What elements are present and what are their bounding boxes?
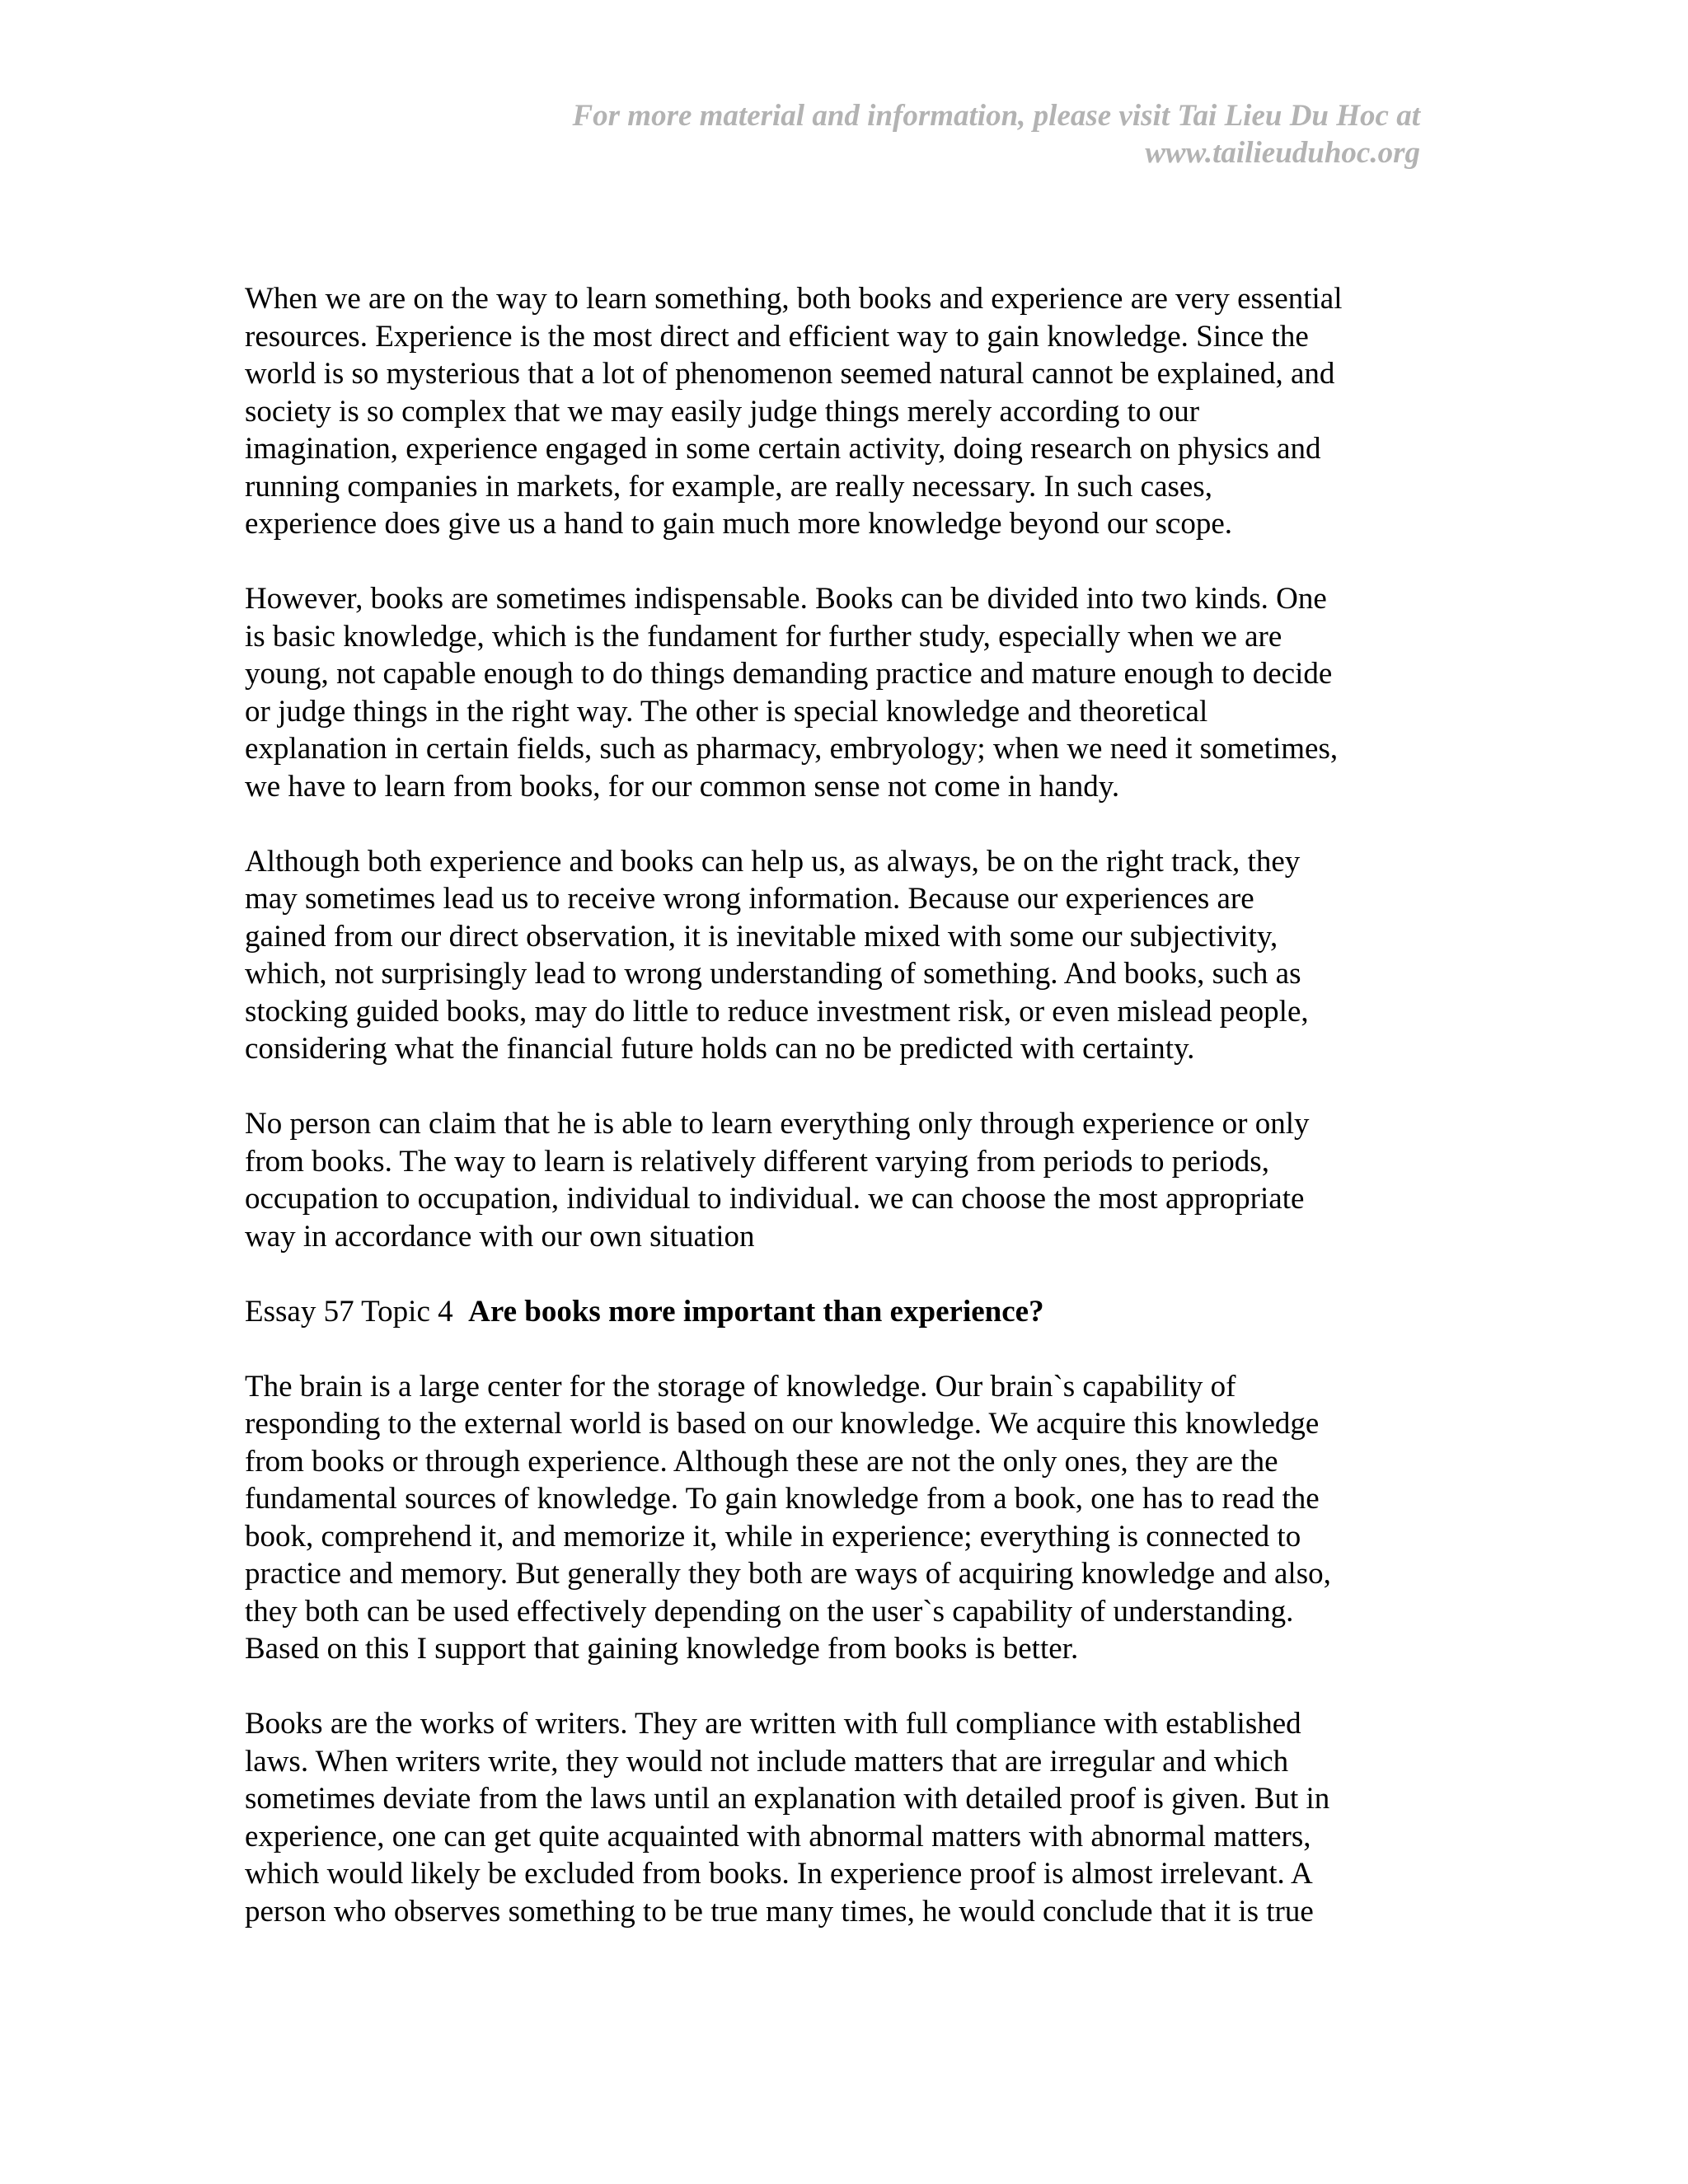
text-line: practice and memory. But generally they both are ways of acquiring knowledge and also, (245, 1557, 1331, 1591)
text-line: explanation in certain fields, such as pharmacy, embryology; when we need it sometimes, (245, 732, 1339, 766)
text-line: young, not capable enough to do things demanding practice and mature enough to decide (245, 657, 1333, 691)
text-line: society is so complex that we may easily judge things merely according to our (245, 394, 1200, 429)
paragraph (245, 280, 1432, 543)
header-line-1: For more material and information, please visit Tai Lieu Du Hoc at (572, 99, 1420, 133)
text-line: No person can claim that he is able to learn everything only through experience or only (245, 1107, 1310, 1141)
text-line: running companies in markets, for example, are really necessary. In such cases, (245, 469, 1212, 504)
text-line: experience does give us a hand to gain much more knowledge beyond our scope. (245, 507, 1233, 541)
text-line: The brain is a large center for the storage of knowledge. Our brain`s capability of (245, 1369, 1236, 1404)
paragraph (245, 1705, 1432, 1930)
paragraph (245, 843, 1432, 1068)
text-line: resources. Experience is the most direct and efficient way to gain knowledge. Since the (245, 319, 1309, 354)
text-line: they both can be used effectively depending on the user`s capability of understanding. (245, 1594, 1294, 1629)
text-line: may sometimes lead us to receive wrong information. Because our experiences are (245, 882, 1254, 916)
paragraph (245, 1368, 1432, 1668)
paragraph (245, 580, 1432, 805)
text-line: responding to the external world is based on our knowledge. We acquire this knowledge (245, 1407, 1320, 1441)
essay-heading-prefix: Essay 57 Topic 4 (245, 1294, 453, 1329)
text-line: However, books are sometimes indispensable. Books can be divided into two kinds. One (245, 582, 1327, 616)
text-line: is basic knowledge, which is the fundament for further study, especially when we are (245, 619, 1282, 654)
text-line: stocking guided books, may do little to reduce investment risk, or even mislead people, (245, 994, 1309, 1029)
text-line: experience, one can get quite acquainted with abnormal matters with abnormal matters, (245, 1819, 1311, 1854)
page-header (349, 97, 1420, 171)
text-line: which would likely be excluded from books. In experience proof is almost irrelevant. A (245, 1857, 1313, 1891)
text-line: laws. When writers write, they would not include matters that are irregular and which (245, 1744, 1289, 1779)
text-line: we have to learn from books, for our common sense not come in handy. (245, 769, 1120, 804)
header-line-2: www.tailieuduhoc.org (1145, 136, 1420, 170)
text-line: from books or through experience. Although these are not the only ones, they are the (245, 1444, 1278, 1479)
text-line: sometimes deviate from the laws until an explanation with detailed proof is given. But in (245, 1782, 1330, 1816)
essay-heading (245, 1293, 1432, 1331)
text-line: imagination, experience engaged in some certain activity, doing research on physics and (245, 432, 1321, 466)
paragraph (245, 1105, 1432, 1255)
text-line: When we are on the way to learn something, both books and experience are very essential (245, 282, 1343, 316)
text-line: gained from our direct observation, it is inevitable mixed with some our subjectivity, (245, 919, 1278, 954)
text-line: Although both experience and books can help us, as always, be on the right track, they (245, 844, 1301, 879)
text-line: person who observes something to be true many times, he would conclude that it is true (245, 1894, 1314, 1929)
text-line: book, comprehend it, and memorize it, while in experience; everything is connected to (245, 1519, 1301, 1554)
text-line: from books. The way to learn is relatively different varying from periods to periods, (245, 1144, 1269, 1179)
text-line: considering what the financial future holds can no be predicted with certainty. (245, 1032, 1195, 1066)
text-line: world is so mysterious that a lot of phenomenon seemed natural cannot be explained, and (245, 357, 1335, 391)
text-line: occupation to occupation, individual to individual. we can choose the most appropriate (245, 1182, 1305, 1216)
text-line: Based on this I support that gaining knowledge from books is better. (245, 1632, 1079, 1666)
text-line: which, not surprisingly lead to wrong understanding of something. And books, such as (245, 957, 1301, 991)
text-line: Books are the works of writers. They are written with full compliance with established (245, 1707, 1301, 1741)
essay-heading-title: Are books more important than experience? (468, 1294, 1044, 1329)
text-line: or judge things in the right way. The other is special knowledge and theoretical (245, 694, 1208, 729)
text-line: fundamental sources of knowledge. To gain knowledge from a book, one has to read the (245, 1482, 1320, 1516)
document-body (245, 280, 1432, 1968)
text-line: way in accordance with our own situation (245, 1219, 755, 1254)
